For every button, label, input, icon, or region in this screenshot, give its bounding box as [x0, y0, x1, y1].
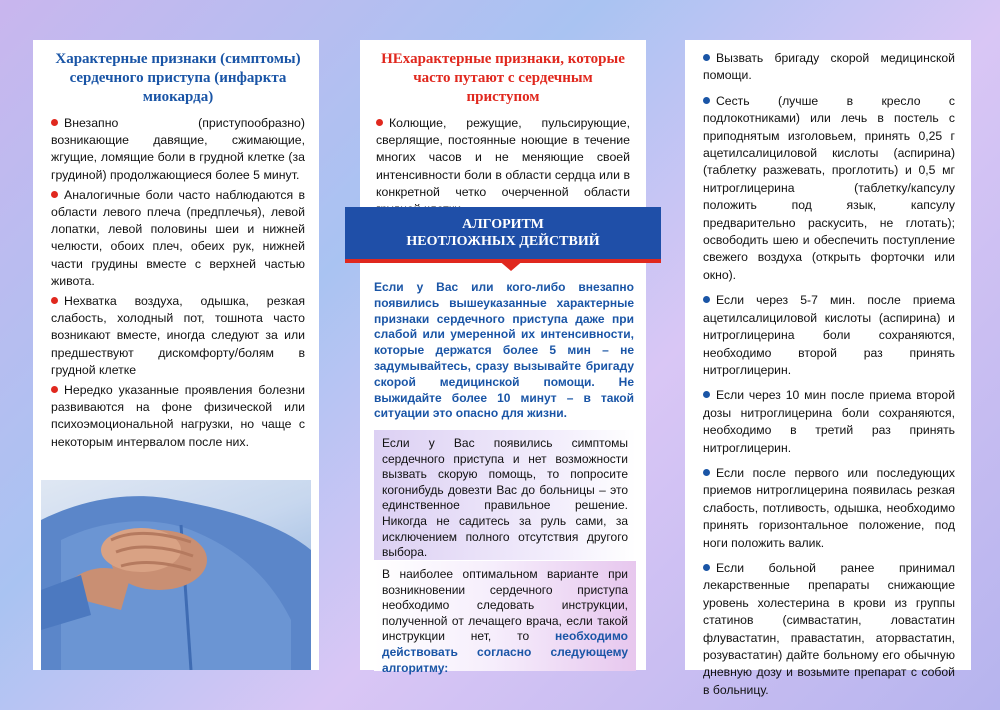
bullet-icon: [703, 469, 710, 476]
bullet-icon: [376, 119, 383, 126]
chest-pain-illustration: [41, 480, 311, 670]
algorithm-banner: [345, 207, 661, 259]
arrow-down-icon: [497, 259, 525, 271]
step-item: Если больной ранее принимал лекарственные препараты снижающие уровень холестерина в крови из группы статинов (симвастатин, ловастатин флувастатин, правастатин, аторвастатин, розувастатин) дайте больному его обычную дневную дозу и возьмите препарат с собой в больницу.: [703, 560, 955, 697]
bullet-icon: [703, 391, 710, 398]
step-item: Если через 5-7 мин. после приема ацетилсалициловой кислоты (аспирина) и нитроглицерина боли сохраняются, необходимо второй раз принять нитроглицерин.: [703, 293, 955, 377]
banner-line-2: НЕОТЛОЖНЫХ ДЕЙСТВИЙ: [406, 234, 600, 249]
symptom-item: Нехватка воздуха, одышка, резкая слабость, холодный пот, тошнота часто возникают вместе, иногда следуют за или предшествуют дискомфорту/болям в грудной клетке: [51, 294, 305, 377]
instruction-highlight: необходимо действовать согласно следующему алгоритму:: [382, 629, 628, 675]
banner-line-1: АЛГОРИТМ: [462, 217, 544, 232]
symptom-item: Нередко указанные проявления болезни развиваются на фоне физической или психоэмоциональной нагрузки, но чаще с некоторым интервалом после них.: [51, 383, 305, 449]
symptoms-panel: [33, 40, 319, 670]
symptom-item: Внезапно (приступообразно) возникающие давящие, сжимающие, жгущие, ломящие боли в грудной клетке (за грудиной) продолжающиеся более 5 минут.: [51, 116, 305, 182]
step-item: Если через 10 мин после приема второй дозы нитроглицерина боли сохраняются, необходимо в третий раз принять нитроглицерин.: [703, 388, 955, 455]
algorithm-panel: [360, 40, 646, 675]
non-symptoms-title: НЕхарактерные признаки, которые часто путают с сердечным приступом: [381, 51, 625, 105]
symptom-item: Аналогичные боли часто наблюдаются в области левого плеча (предплечья), левой лопатки, левой половины шеи и нижней челюсти, обоих плеч, обеих рук, нижней части грудины вместе с верхней частью живота.: [51, 187, 305, 288]
call-ambulance-paragraph: Если у Вас или кого-либо внезапно появились вышеуказанные характерные признаки сердечного приступа даже при слабой или умеренной их интенсивности, которые держатся более 5 мин – не задумывайтесь, сразу вызывайте бригаду скорой медицинской помощи. Не выжидайте более 10 минут – в такой ситуации это опасно для жизни.: [374, 280, 634, 421]
instruction-box: [374, 561, 636, 675]
bullet-icon: [703, 54, 710, 61]
instruction-text: В наиболее оптимальном варианте при возникновении сердечного приступа необходимо следовать инструкции, полученной от лечащего врача, если такой инструкции нет, то: [382, 567, 628, 644]
bullet-icon: [51, 386, 58, 393]
step-item: Сесть (лучше в кресло с подлокотниками) или лечь в постель с приподнятым изголовьем, принять 0,25 г ацетилсалициловой кислоты (аспирина) (таблетку разжевать, проглотить) и 0,5 мг нитроглицерина (таблетку/капсулу положить под язык, капсулу предварительно раскусить, не глотать); освободить шею и обеспечить поступление свежего воздуха (открыть форточки или окно).: [703, 93, 955, 282]
chest-pain-photo: [41, 480, 311, 670]
step-item: Если после первого или последующих приемов нитроглицерина появилась резкая слабость, потливость, одышка, необходимо принять горизонтальное положение, под ноги положить валик.: [703, 465, 955, 550]
symptoms-title: Характерные признаки (симптомы) сердечного приступа (инфаркта миокарда): [55, 51, 301, 105]
non-symptom-item: Колющие, режущие, пульсирующие, сверлящие, постоянные ноющие в течение многих часов и не меняющие своей интенсивности боли в области сердца или в конкретной четко очерченной области: [376, 116, 630, 199]
bullet-icon: [51, 297, 58, 304]
bullet-icon: [703, 97, 710, 104]
step-item: Вызвать бригаду скорой медицинской помощи.: [703, 51, 955, 83]
steps-panel: [685, 40, 971, 697]
bullet-icon: [51, 119, 58, 126]
bullet-icon: [703, 564, 710, 571]
bullet-icon: [51, 191, 58, 198]
hospital-advice-box: Если у Вас появились симптомы сердечного приступа и нет возможности вызвать скорую помощь, то попросите когонибудь довезти Вас до больницы – это единственное правильное решение. Никогда не садитесь за руль сами, за исключением полного отсутствия другого выбора.: [374, 430, 636, 560]
bullet-icon: [703, 296, 710, 303]
